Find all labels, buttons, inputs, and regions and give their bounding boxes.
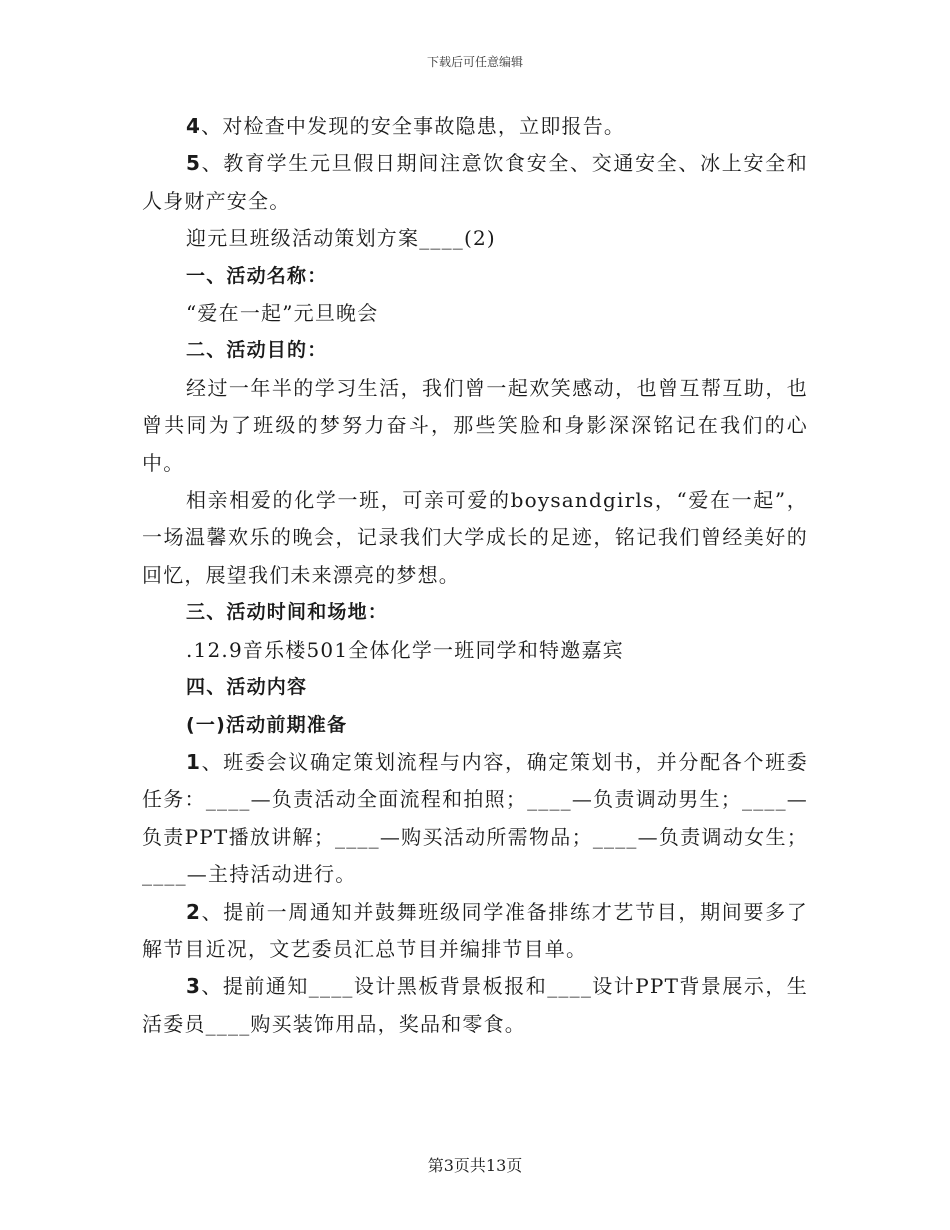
item-number: 5 — [186, 151, 202, 176]
item-number: 1 — [186, 749, 202, 774]
activity-name-text: “爱在一起”元旦晚会 — [186, 301, 379, 326]
heading-preparation: (一)活动前期准备 — [186, 713, 348, 736]
time-venue-text: .12.9音乐楼501全体化学一班同学和特邀嘉宾 — [186, 637, 624, 662]
heading-activity-name: 一、活动名称： — [186, 264, 328, 287]
preparation-item-2 — [142, 894, 808, 969]
item-number: 3 — [186, 974, 202, 999]
heading-time-venue: 三、活动时间和场地： — [186, 601, 389, 624]
heading-activity-content: 四、活动内容 — [186, 676, 308, 699]
paragraph-text: 、教育学生元旦假日期间注意饮食安全、交通安全、冰上安全和人身财产安全。 — [142, 151, 808, 213]
paragraph-4 — [142, 108, 808, 145]
header-note: 下载后可任意编辑 — [426, 55, 523, 69]
page-number: 第3页共13页 — [427, 1156, 523, 1175]
paragraph-text: 、提前通知____设计黑板背景板报和____设计PPT背景展示，生活委员____购买装饰用品，奖品和零食。 — [142, 974, 808, 1036]
purpose-paragraph-2: 相亲相爱的化学一班，可亲可爱的boysandgirls，“爱在一起”，一场温馨欢乐的晚会，记录我们大学成长的足迹，铭记我们曾经美好的回忆，展望我们未来漂亮的梦想。 — [142, 488, 808, 587]
paragraph-text: 、提前一周通知并鼓舞班级同学准备排练才艺节目，期间要多了解节目近况，文艺委员汇总节目并编排节目单。 — [142, 899, 808, 961]
heading-activity-purpose: 二、活动目的： — [186, 339, 328, 362]
preparation-item-1 — [142, 744, 808, 894]
paragraph-text: 、班委会议确定策划流程与内容，确定策划书，并分配各个班委任务：____—负责活动全面流程和拍照；____—负责调动男生；____—负责PPT播放讲解；____—购买活动所需物品；____—负责调动女生；____—主持活动进行。 — [142, 749, 808, 887]
item-number: 4 — [186, 114, 202, 138]
document-body — [142, 108, 808, 1043]
section-title: 迎元旦班级活动策划方案____(2) — [186, 226, 496, 251]
paragraph-5 — [142, 145, 808, 220]
purpose-paragraph-1: 经过一年半的学习生活，我们曾一起欢笑感动，也曾互帮互助，也曾共同为了班级的梦努力奋斗，那些笑脸和身影深深铭记在我们的心中。 — [142, 375, 808, 475]
paragraph-text: 、对检查中发现的安全事故隐患，立即报告。 — [201, 114, 626, 138]
preparation-item-3 — [142, 968, 808, 1043]
item-number: 2 — [186, 899, 202, 924]
